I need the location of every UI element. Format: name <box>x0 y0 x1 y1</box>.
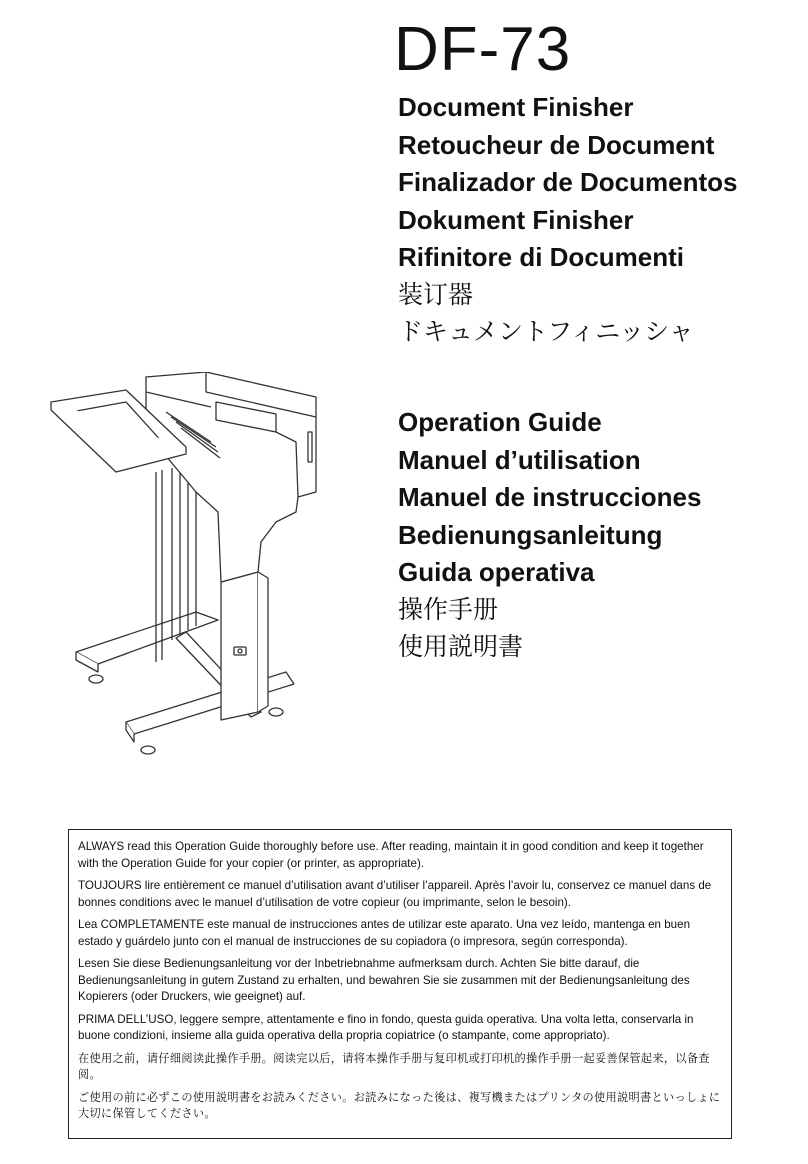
guide-title-zh: 操作手册 <box>398 595 499 624</box>
guide-title-es: Manuel de instrucciones <box>398 482 702 512</box>
notice-de: Lesen Sie diese Bedienungsanleitung vor der Inbetriebnahme aufmerksam durch. Achten Sie bitte darauf, die Bedienungsanleitung in gutem Zustand zu erhalten, und bewahren Sie sie zusammen mit der Bedienungsanleitung des Kopierers (oder Druckers, wie geeignet) auf. <box>78 957 690 1003</box>
notice-es: Lea COMPLETAMENTE este manual de instrucciones antes de utilizar este aparato. Una vez leído, mantenga en buen estado y guárdelo junto con el manual de instrucciones de su copiadora (o impresora, según corresponda). <box>78 918 691 948</box>
guide-title-list <box>398 404 701 667</box>
notice-fr: TOUJOURS lire entièrement ce manuel d’utilisation avant d’utiliser l’appareil. Après l’avoir lu, conservez ce manuel dans de bonnes conditions avec le manuel d’utilisation de votre copieur (ou imprimante, selon le besoin). <box>78 879 712 909</box>
guide-title-ja: 使用説明書 <box>398 633 524 661</box>
document-finisher-illustration <box>46 372 346 767</box>
notice-box <box>68 829 732 1139</box>
notice-it: PRIMA DELL’USO, leggere sempre, attentamente e fino in fondo, questa guida operativa. Una volta letta, conservarla in buone condizioni, insieme alla guida operativa della propria copiatrice (o stampante, come appropriato). <box>78 1012 694 1042</box>
product-name-it: Rifinitore di Documenti <box>398 242 684 272</box>
notice-zh: 在使用之前，请仔细阅读此操作手册。阅读完以后，请将本操作手册与复印机或打印机的操作手册一起妥善保管起来，以备查阅。 <box>78 1052 710 1081</box>
notice-ja: ご使用の前に必ずこの使用説明書をお読みください。お読みになった後は、複写機またはプリンタの使用説明書といっしょに大切に保管してください。 <box>78 1091 721 1120</box>
guide-title-de: Bedienungsanleitung <box>398 519 663 550</box>
product-name-fr: Retoucheur de Document <box>398 129 715 160</box>
notice-en: ALWAYS read this Operation Guide thoroughly before use. After reading, maintain it in good condition and keep it together with the Operation Guide for your copier (or printer, as appropriate). <box>78 840 704 870</box>
guide-title-en: Operation Guide <box>398 407 602 437</box>
product-name-ja: ドキュメントフィニッシャ <box>398 318 694 346</box>
product-name-es: Finalizador de Documentos <box>398 167 738 197</box>
product-name-en: Document Finisher <box>398 92 634 122</box>
model-title: DF-73 <box>394 15 572 84</box>
product-name-list <box>398 89 738 352</box>
product-name-zh: 装订器 <box>398 280 474 309</box>
guide-title-fr: Manuel d’utilisation <box>398 444 641 475</box>
product-name-de: Dokument Finisher <box>398 204 634 235</box>
guide-title-it: Guida operativa <box>398 557 595 587</box>
